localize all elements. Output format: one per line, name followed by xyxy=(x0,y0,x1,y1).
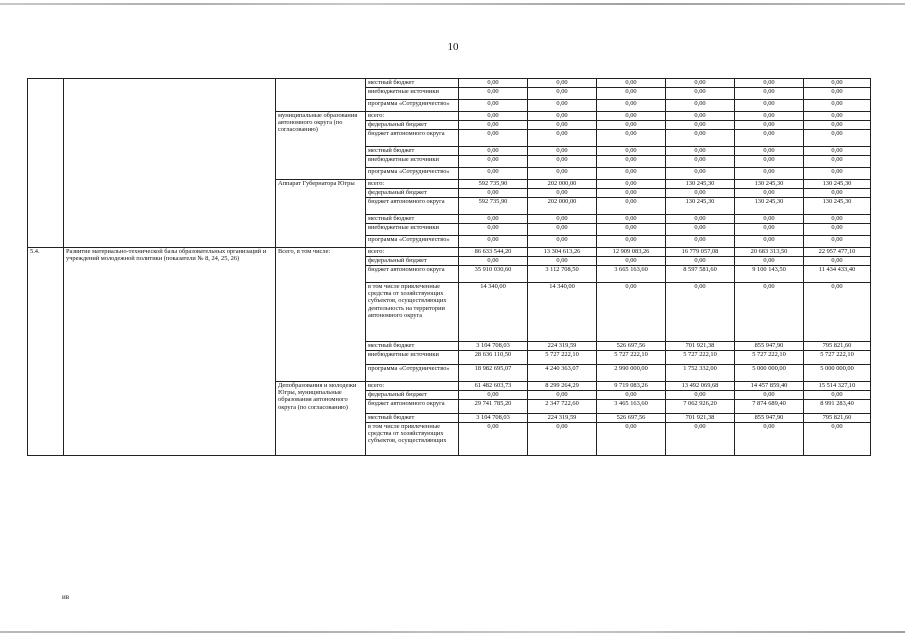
amount-cell: 0,00 xyxy=(666,391,735,400)
funding-source-cell: бюджет автономного округа xyxy=(366,198,459,215)
amount-cell: 224 319,59 xyxy=(528,342,597,351)
amount-cell: 0,00 xyxy=(804,257,871,266)
amount-cell: 0,00 xyxy=(735,236,804,248)
amount-cell: 0,00 xyxy=(666,156,735,168)
amount-cell: 0,00 xyxy=(597,189,666,198)
amount-cell: 11 434 433,40 xyxy=(804,266,871,283)
amount-cell: 0,00 xyxy=(804,189,871,198)
amount-cell: 0,00 xyxy=(597,423,666,456)
amount-cell: 18 982 695,07 xyxy=(459,365,528,382)
amount-cell: 0,00 xyxy=(528,168,597,180)
amount-cell: 0,00 xyxy=(528,88,597,100)
amount-cell: 13 304 613,26 xyxy=(528,248,597,257)
amount-cell: 1 752 332,00 xyxy=(666,365,735,382)
amount-cell: 701 921,38 xyxy=(666,414,735,423)
amount-cell: 0,00 xyxy=(459,100,528,112)
funding-source-cell: в том числе привлеченные средства от хозяйствующих субъектов, осуществляющих деятельность на территории автономного округа xyxy=(366,283,459,342)
amount-cell: 0,00 xyxy=(735,189,804,198)
funding-source-cell: федеральный бюджет xyxy=(366,121,459,130)
amount-cell: 5 727 222,10 xyxy=(804,351,871,365)
activity-name-cell xyxy=(64,79,276,248)
amount-cell: 0,00 xyxy=(528,423,597,456)
amount-cell: 130 245,30 xyxy=(735,180,804,189)
scan-edge-top xyxy=(0,3,905,5)
amount-cell: 15 514 327,10 xyxy=(804,382,871,391)
executor-cell: Всего, в том числе: xyxy=(276,248,366,382)
amount-cell: 0,00 xyxy=(528,100,597,112)
amount-cell: 0,00 xyxy=(804,283,871,342)
amount-cell: 0,00 xyxy=(735,423,804,456)
amount-cell: 7 874 689,40 xyxy=(735,400,804,414)
funding-source-cell: программа «Сотрудничество» xyxy=(366,168,459,180)
funding-source-cell: программа «Сотрудничество» xyxy=(366,100,459,112)
amount-cell: 0,00 xyxy=(666,189,735,198)
amount-cell: 2 990 000,00 xyxy=(597,365,666,382)
amount-cell: 0,00 xyxy=(735,100,804,112)
amount-cell: 0,00 xyxy=(597,79,666,88)
amount-cell: 130 245,30 xyxy=(735,198,804,215)
amount-cell: 0,00 xyxy=(459,79,528,88)
amount-cell: 12 909 083,26 xyxy=(597,248,666,257)
amount-cell: 0,00 xyxy=(666,257,735,266)
amount-cell: 0,00 xyxy=(459,391,528,400)
amount-cell: 526 697,56 xyxy=(597,414,666,423)
amount-cell: 0,00 xyxy=(597,100,666,112)
amount-cell: 0,00 xyxy=(666,215,735,224)
amount-cell: 130 245,30 xyxy=(666,198,735,215)
amount-cell: 0,00 xyxy=(597,215,666,224)
amount-cell: 0,00 xyxy=(666,121,735,130)
amount-cell: 0,00 xyxy=(666,100,735,112)
amount-cell: 0,00 xyxy=(666,130,735,147)
amount-cell: 14 457 859,40 xyxy=(735,382,804,391)
amount-cell: 16 779 057,08 xyxy=(666,248,735,257)
amount-cell: 5 727 222,10 xyxy=(735,351,804,365)
amount-cell: 61 482 603,73 xyxy=(459,382,528,391)
amount-cell: 0,00 xyxy=(528,257,597,266)
budget-table-body xyxy=(28,79,871,456)
amount-cell: 0,00 xyxy=(735,147,804,156)
funding-source-cell: внебюджетные источники xyxy=(366,224,459,236)
amount-cell: 0,00 xyxy=(666,423,735,456)
amount-cell: 5 727 222,10 xyxy=(666,351,735,365)
amount-cell: 0,00 xyxy=(804,130,871,147)
amount-cell: 592 735,90 xyxy=(459,180,528,189)
amount-cell: 0,00 xyxy=(597,147,666,156)
amount-cell: 9 100 143,50 xyxy=(735,266,804,283)
funding-source-cell: бюджет автономного округа xyxy=(366,130,459,147)
amount-cell: 0,00 xyxy=(597,391,666,400)
activity-name-cell: Развитие материально-технической базы образовательных организаций и учреждений молодежной политики (показатели № 8, 24, 25, 26) xyxy=(64,248,276,456)
amount-cell: 701 921,38 xyxy=(666,342,735,351)
amount-cell: 5 727 222,10 xyxy=(597,351,666,365)
amount-cell: 0,00 xyxy=(459,257,528,266)
amount-cell: 0,00 xyxy=(666,147,735,156)
amount-cell: 0,00 xyxy=(528,121,597,130)
item-number-cell: 5.4. xyxy=(28,248,64,456)
amount-cell: 0,00 xyxy=(597,198,666,215)
amount-cell: 202 000,00 xyxy=(528,180,597,189)
amount-cell: 0,00 xyxy=(459,121,528,130)
amount-cell: 0,00 xyxy=(735,88,804,100)
funding-source-cell: программа «Сотрудничество» xyxy=(366,365,459,382)
amount-cell: 8 597 581,60 xyxy=(666,266,735,283)
amount-cell: 0,00 xyxy=(735,224,804,236)
amount-cell: 0,00 xyxy=(735,121,804,130)
amount-cell: 0,00 xyxy=(459,168,528,180)
amount-cell: 86 633 544,20 xyxy=(459,248,528,257)
amount-cell: 130 245,30 xyxy=(804,180,871,189)
amount-cell: 0,00 xyxy=(528,79,597,88)
amount-cell: 795 821,60 xyxy=(804,342,871,351)
amount-cell: 0,00 xyxy=(597,224,666,236)
amount-cell: 0,00 xyxy=(666,79,735,88)
funding-source-cell: местный бюджет xyxy=(366,414,459,423)
amount-cell: 28 636 110,50 xyxy=(459,351,528,365)
funding-source-cell: всего: xyxy=(366,180,459,189)
amount-cell: 0,00 xyxy=(804,88,871,100)
amount-cell: 0,00 xyxy=(804,100,871,112)
amount-cell: 0,00 xyxy=(666,88,735,100)
amount-cell: 0,00 xyxy=(459,112,528,121)
funding-source-cell: федеральный бюджет xyxy=(366,391,459,400)
amount-cell: 0,00 xyxy=(666,236,735,248)
amount-cell: 5 727 222,10 xyxy=(528,351,597,365)
amount-cell: 0,00 xyxy=(528,130,597,147)
amount-cell: 0,00 xyxy=(735,168,804,180)
funding-source-cell: местный бюджет xyxy=(366,342,459,351)
amount-cell: 0,00 xyxy=(528,215,597,224)
funding-source-cell: местный бюджет xyxy=(366,215,459,224)
amount-cell: 0,00 xyxy=(666,112,735,121)
amount-cell: 795 821,60 xyxy=(804,414,871,423)
amount-cell: 3 665 163,60 xyxy=(597,266,666,283)
funding-source-cell: внебюджетные источники xyxy=(366,88,459,100)
amount-cell: 0,00 xyxy=(528,236,597,248)
executor-cell xyxy=(276,79,366,112)
amount-cell: 0,00 xyxy=(597,112,666,121)
executor-cell: Аппарат Губернатора Югры xyxy=(276,180,366,248)
funding-source-cell: бюджет автономного округа xyxy=(366,266,459,283)
table-row xyxy=(28,79,871,88)
amount-cell: 526 697,56 xyxy=(597,342,666,351)
amount-cell: 8 299 264,29 xyxy=(528,382,597,391)
funding-source-cell: федеральный бюджет xyxy=(366,257,459,266)
amount-cell: 0,00 xyxy=(804,112,871,121)
amount-cell: 0,00 xyxy=(597,283,666,342)
amount-cell: 0,00 xyxy=(804,215,871,224)
amount-cell: 0,00 xyxy=(597,156,666,168)
amount-cell: 202 000,00 xyxy=(528,198,597,215)
amount-cell: 0,00 xyxy=(804,121,871,130)
funding-source-cell: бюджет автономного округа xyxy=(366,400,459,414)
scan-edge-bottom xyxy=(0,631,905,633)
amount-cell: 0,00 xyxy=(804,156,871,168)
amount-cell: 35 910 030,60 xyxy=(459,266,528,283)
amount-cell: 5 000 000,00 xyxy=(735,365,804,382)
amount-cell: 0,00 xyxy=(666,224,735,236)
amount-cell: 0,00 xyxy=(459,88,528,100)
amount-cell: 13 492 069,68 xyxy=(666,382,735,391)
amount-cell: 0,00 xyxy=(735,257,804,266)
amount-cell: 855 947,90 xyxy=(735,414,804,423)
amount-cell: 0,00 xyxy=(804,423,871,456)
funding-source-cell: всего: xyxy=(366,248,459,257)
amount-cell: 0,00 xyxy=(597,121,666,130)
amount-cell: 0,00 xyxy=(735,112,804,121)
amount-cell: 3 104 708,03 xyxy=(459,414,528,423)
amount-cell: 0,00 xyxy=(459,215,528,224)
item-number-cell xyxy=(28,79,64,248)
amount-cell: 22 957 477,10 xyxy=(804,248,871,257)
amount-cell: 0,00 xyxy=(528,189,597,198)
amount-cell: 0,00 xyxy=(459,423,528,456)
table-row xyxy=(28,248,871,257)
funding-source-cell: местный бюджет xyxy=(366,147,459,156)
page-number: 10 xyxy=(447,41,459,53)
amount-cell: 3 112 708,50 xyxy=(528,266,597,283)
amount-cell: 0,00 xyxy=(597,180,666,189)
funding-source-cell: всего: xyxy=(366,112,459,121)
amount-cell: 0,00 xyxy=(735,79,804,88)
budget-table xyxy=(27,78,871,456)
executor-cell: Депобразования и молодежи Югры, муниципальные образования автономного округа (по согласованию) xyxy=(276,382,366,456)
amount-cell: 7 062 926,20 xyxy=(666,400,735,414)
executor-cell: муниципальные образования автономного округа (по согласованию) xyxy=(276,112,366,180)
amount-cell: 0,00 xyxy=(735,215,804,224)
amount-cell: 0,00 xyxy=(459,130,528,147)
amount-cell: 0,00 xyxy=(804,224,871,236)
amount-cell: 592 735,90 xyxy=(459,198,528,215)
funding-source-cell: всего: xyxy=(366,382,459,391)
amount-cell: 14 340,00 xyxy=(528,283,597,342)
amount-cell: 0,00 xyxy=(597,130,666,147)
amount-cell: 0,00 xyxy=(597,236,666,248)
funding-source-cell: федеральный бюджет xyxy=(366,189,459,198)
funding-source-cell: местный бюджет xyxy=(366,79,459,88)
amount-cell: 0,00 xyxy=(804,391,871,400)
amount-cell: 3 104 708,03 xyxy=(459,342,528,351)
funding-source-cell: внебюджетные источники xyxy=(366,156,459,168)
amount-cell: 0,00 xyxy=(804,168,871,180)
footer-mark: ив xyxy=(62,593,70,601)
amount-cell: 0,00 xyxy=(459,236,528,248)
amount-cell: 0,00 xyxy=(597,257,666,266)
amount-cell: 0,00 xyxy=(735,130,804,147)
amount-cell: 0,00 xyxy=(597,88,666,100)
amount-cell: 3 465 163,60 xyxy=(597,400,666,414)
amount-cell: 14 340,00 xyxy=(459,283,528,342)
amount-cell: 0,00 xyxy=(735,156,804,168)
amount-cell: 0,00 xyxy=(804,147,871,156)
amount-cell: 0,00 xyxy=(666,168,735,180)
funding-source-cell: программа «Сотрудничество» xyxy=(366,236,459,248)
amount-cell: 0,00 xyxy=(804,79,871,88)
amount-cell: 0,00 xyxy=(459,189,528,198)
amount-cell: 0,00 xyxy=(528,391,597,400)
amount-cell: 2 347 722,60 xyxy=(528,400,597,414)
amount-cell: 20 683 313,50 xyxy=(735,248,804,257)
amount-cell: 0,00 xyxy=(459,224,528,236)
amount-cell: 0,00 xyxy=(666,283,735,342)
amount-cell: 29 741 785,20 xyxy=(459,400,528,414)
amount-cell: 0,00 xyxy=(735,391,804,400)
amount-cell: 8 991 283,40 xyxy=(804,400,871,414)
amount-cell: 130 245,30 xyxy=(804,198,871,215)
amount-cell: 0,00 xyxy=(528,112,597,121)
amount-cell: 0,00 xyxy=(735,283,804,342)
amount-cell: 0,00 xyxy=(528,147,597,156)
funding-source-cell: в том числе привлеченные средства от хозяйствующих субъектов, осуществляющих xyxy=(366,423,459,456)
funding-source-cell: внебюджетные источники xyxy=(366,351,459,365)
amount-cell: 130 245,30 xyxy=(666,180,735,189)
amount-cell: 9 719 083,26 xyxy=(597,382,666,391)
amount-cell: 0,00 xyxy=(597,168,666,180)
amount-cell: 0,00 xyxy=(459,147,528,156)
amount-cell: 0,00 xyxy=(459,156,528,168)
amount-cell: 0,00 xyxy=(528,156,597,168)
amount-cell: 0,00 xyxy=(528,224,597,236)
amount-cell: 5 000 000,00 xyxy=(804,365,871,382)
amount-cell: 4 240 363,07 xyxy=(528,365,597,382)
amount-cell: 224 319,59 xyxy=(528,414,597,423)
amount-cell: 0,00 xyxy=(804,236,871,248)
amount-cell: 855 947,90 xyxy=(735,342,804,351)
